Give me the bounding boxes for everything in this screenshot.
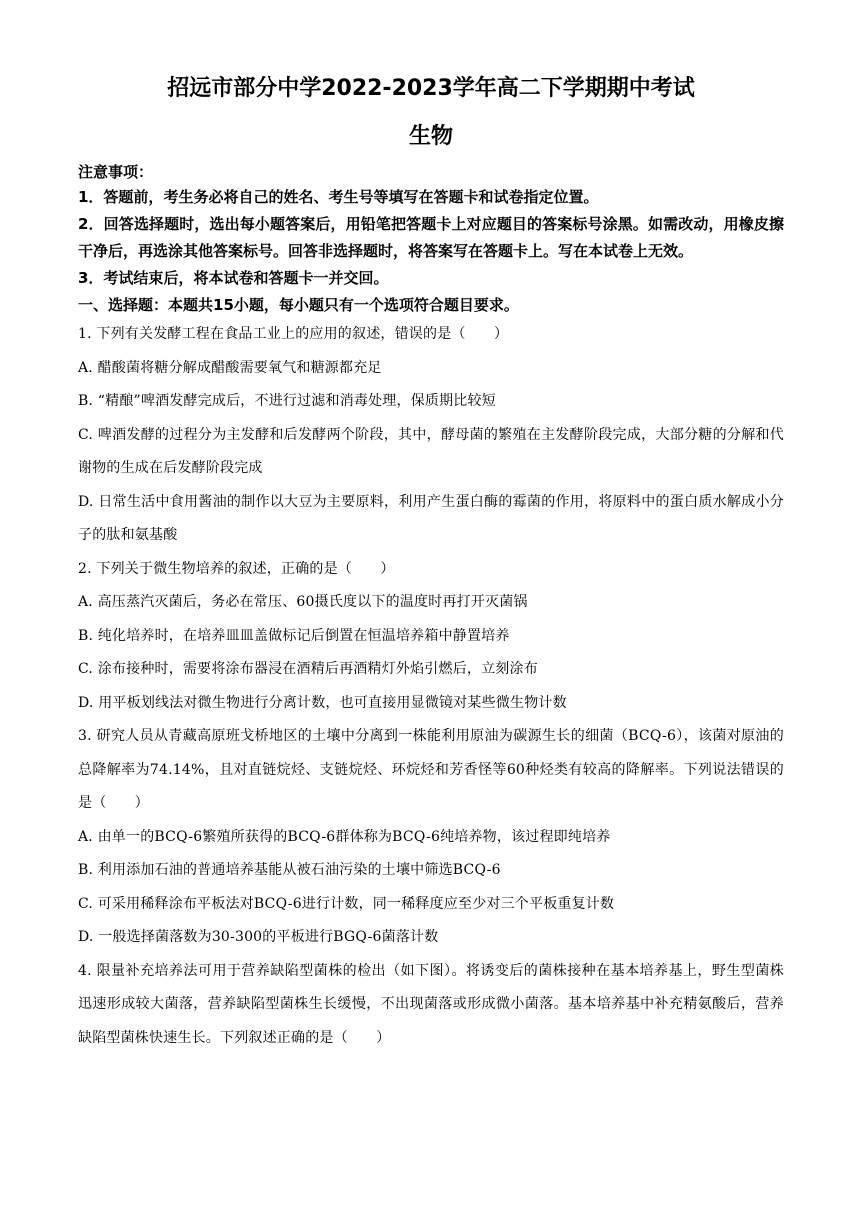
exam-title: 招远市部分中学2022-2023学年高二下学期期中考试 — [167, 76, 695, 101]
question-stem: 2. 下列关于微生物培养的叙述，正确的是（ ） — [78, 560, 395, 577]
option-b: B. 利用添加石油的普通培养基能从被石油污染的土壤中筛选BCQ-6 — [78, 862, 501, 878]
question-2 — [78, 553, 784, 721]
exam-page — [78, 72, 784, 1055]
question-1 — [78, 318, 784, 553]
subject-title: 生物 — [408, 124, 453, 149]
option-d: D. 一般选择菌落数为30-300的平板进行BGQ-6菌落计数 — [78, 929, 439, 945]
notice-item: 3．考试结束后，将本试卷和答题卡一并交回。 — [78, 269, 389, 287]
option-a: A. 醋酸菌将糖分解成醋酸需要氧气和糖源都充足 — [78, 359, 382, 376]
question-stem: 3. 研究人员从青藏高原班戈桥地区的土壤中分离到一株能利用原油为碳源生长的细菌（BCQ-6），该菌对原油的总降解率为74.14%，且对直链烷烃、支链烷烃、环烷烃和芳香怪等60种烃类有较高的降解率。下列说法错误的是（ ） — [78, 728, 784, 811]
question-3 — [78, 720, 784, 955]
notice-item: 2．回答选择题时，选出每小题答案后，用铅笔把答题卡上对应题目的答案标号涂黑。如需改动，用橡皮擦干净后，再选涂其他答案标号。回答非选择题时，将答案写在答题卡上。写在本试卷上无效。 — [78, 215, 784, 260]
option-a: A. 高压蒸汽灭菌后，务必在常压、60摄氏度以下的温度时再打开灭菌锅 — [78, 594, 528, 610]
question-stem: 4. 限量补充培养法可用于营养缺陷型菌株的检出（如下图）。将诱变后的菌株接种在基本培养基上，野生型菌株迅速形成较大菌落，营养缺陷型菌株生长缓慢，不出现菌落或形成微小菌落。基本培养基中补充精氨酸后，营养缺陷型菌株快速生长。下列叙述正确的是（ ） — [78, 962, 784, 1046]
question-stem: 1. 下列有关发酵工程在食品工业上的应用的叙述，错误的是（ ） — [78, 326, 509, 342]
notice-block — [78, 160, 784, 292]
option-d: D. 日常生活中食用酱油的制作以大豆为主要原料，利用产生蛋白酶的霉菌的作用，将原料中的蛋白质水解成小分子的肽和氨基酸 — [78, 493, 784, 543]
option-c: C. 啤酒发酵的过程分为主发酵和后发酵两个阶段，其中，酵母菌的繁殖在主发酵阶段完成，大部分糖的分解和代谢物的生成在后发酵阶段完成 — [78, 426, 784, 476]
option-a: A. 由单一的BCQ-6繁殖所获得的BCQ-6群体称为BCQ-6纯培养物，该过程即纯培养 — [78, 828, 611, 845]
option-b: B. 纯化培养时，在培养皿皿盖做标记后倒置在恒温培养箱中静置培养 — [78, 627, 510, 644]
option-d: D. 用平板划线法对微生物进行分离计数，也可直接用显微镜对某些微生物计数 — [78, 694, 567, 711]
option-c: C. 可采用稀释涂布平板法对BCQ-6进行计数，同一稀释度应至少对三个平板重复计数 — [78, 895, 615, 912]
notice-heading: 注意事项： — [78, 163, 154, 181]
option-c: C. 涂布接种时，需要将涂布器浸在酒精后再酒精灯外焰引燃后，立刻涂布 — [78, 661, 538, 677]
section-heading: 一、选择题：本题共15小题，每小题只有一个选项符合题目要求。 — [78, 296, 519, 314]
question-4 — [78, 955, 784, 1056]
notice-item: 1．答题前，考生务必将自己的姓名、考生号等填写在答题卡和试卷指定位置。 — [78, 188, 599, 206]
option-b: B. “精酿”啤酒发酵完成后，不进行过滤和消毒处理，保质期比较短 — [78, 393, 496, 409]
